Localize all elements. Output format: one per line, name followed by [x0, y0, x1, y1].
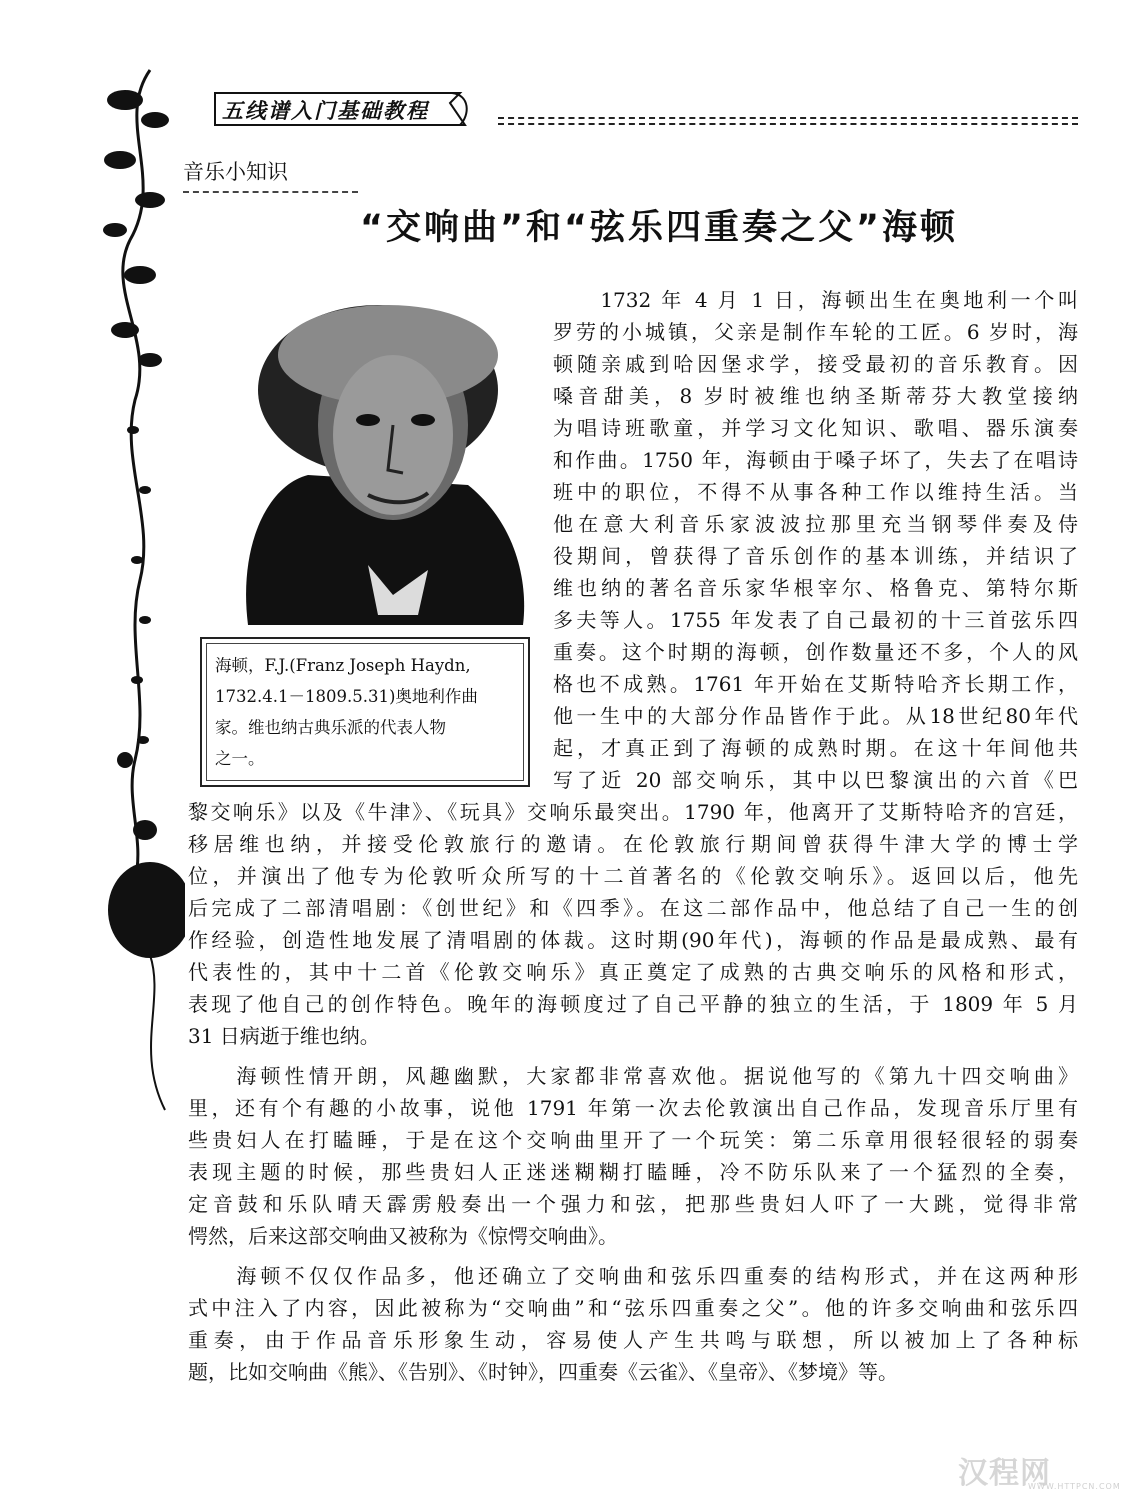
body-line: 海顿性情开朗，风趣幽默，大家都非常喜欢他。据说他写的《第九十四交响曲》	[188, 1064, 1078, 1088]
caption-line: 海顿，F.J.(Franz Joseph Haydn,	[215, 656, 471, 675]
body-line: 式中注入了内容，因此被称为“交响曲”和“弦乐四重奏之父”。他的许多交响曲和弦乐四	[188, 1296, 1078, 1320]
portrait-caption	[200, 637, 530, 787]
body-line: 重奏，由于作品音乐形象生动，容易使人产生共鸣与联想，所以被加上了各种标	[188, 1328, 1078, 1352]
haydn-portrait	[228, 295, 533, 630]
body-line: 海顿不仅仅作品多，他还确立了交响曲和弦乐四重奏的结构形式，并在这两种形	[188, 1264, 1078, 1288]
banner-title: 五线谱入门基础教程	[222, 99, 429, 123]
body-line: 1732 年 4 月 1 日，海顿出生在奥地利一个叫	[553, 288, 1078, 312]
body-line: 黎交响乐》以及《牛津》、《玩具》交响乐最突出。1790 年，他离开了艾斯特哈齐的宫廷，	[188, 800, 1078, 824]
body-line: 他一生中的大部分作品皆作于此。从18世纪80年代	[553, 704, 1078, 728]
body-line: 写了近 20 部交响乐，其中以巴黎演出的六首《巴	[553, 768, 1078, 792]
body-line: 起，才真正到了海顿的成熟时期。在这十年间他共	[553, 736, 1078, 760]
section-divider	[183, 191, 358, 193]
decorative-vine	[95, 60, 185, 1120]
body-line: 作经验，创造性地发展了清唱剧的体裁。这时期(90年代)，海顿的作品是最成熟、最有	[188, 928, 1078, 952]
body-line: 维也纳的著名音乐家华根宰尔、格鲁克、第特尔斯	[553, 576, 1078, 600]
body-line: 嗓音甜美，8 岁时被维也纳圣斯蒂芬大教堂接纳	[553, 384, 1078, 408]
body-line: 位，并演出了他专为伦敦听众所写的十二首著名的《伦敦交响乐》。返回以后，他先	[188, 864, 1078, 888]
header-banner	[160, 85, 470, 131]
body-line: 移居维也纳，并接受伦敦旅行的邀请。在伦敦旅行期间曾获得牛津大学的博士学	[188, 832, 1078, 856]
body-line: 重奏。这个时期的海顿，创作数量还不多，个人的风	[553, 640, 1078, 664]
body-line: 罗劳的小城镇，父亲是制作车轮的工匠。6 岁时，海	[553, 320, 1078, 344]
body-line: 里，还有个有趣的小故事，说他 1791 年第一次去伦敦演出自己作品，发现音乐厅里有	[188, 1096, 1078, 1120]
body-line: 31 日病逝于维也纳。	[188, 1024, 380, 1048]
body-line: 他在意大利音乐家波波拉那里充当钢琴伴奏及侍	[553, 512, 1078, 536]
body-line: 题，比如交响曲《熊》、《告别》、《时钟》，四重奏《云雀》、《皇帝》、《梦境》等。	[188, 1360, 898, 1384]
body-line: 些贵妇人在打瞌睡，于是在这个交响曲里开了一个玩笑：第二乐章用很轻很轻的弱奏	[188, 1128, 1078, 1152]
body-line: 和作曲。1750 年，海顿由于嗓子坏了，失去了在唱诗	[553, 448, 1078, 472]
body-line: 班中的职位，不得不从事各种工作以维持生活。当	[553, 480, 1078, 504]
body-line: 表现主题的时候，那些贵妇人正迷迷糊糊打瞌睡，冷不防乐队来了一个猛烈的全奏，	[188, 1160, 1078, 1184]
watermark-logo: 汉程网	[958, 1456, 1051, 1491]
watermark-url: WWW.HTTPCN.COM	[1028, 1482, 1121, 1491]
body-line: 后完成了二部清唱剧：《创世纪》和《四季》。在这二部作品中，他总结了自己一生的创	[188, 896, 1078, 920]
body-line: 定音鼓和乐队晴天霹雳般奏出一个强力和弦，把那些贵妇人吓了一大跳，觉得非常	[188, 1192, 1078, 1216]
page-title: “交响曲”和“弦乐四重奏之父”海顿	[360, 208, 959, 248]
body-line: 为唱诗班歌童，并学习文化知识、歌唱、器乐演奏	[553, 416, 1078, 440]
body-line: 役期间，曾获得了音乐创作的基本训练，并结识了	[553, 544, 1078, 568]
section-label: 音乐小知识	[183, 160, 288, 184]
body-line: 代表性的，其中十二首《伦敦交响乐》真正奠定了成熟的古典交响乐的风格和形式，	[188, 960, 1078, 984]
caption-line: 之一。	[215, 749, 265, 768]
body-line: 顿随亲戚到哈因堡求学，接受最初的音乐教育。因	[553, 352, 1078, 376]
body-line: 多夫等人。1755 年发表了自己最初的十三首弦乐四	[553, 608, 1078, 632]
body-line: 愕然，后来这部交响曲又被称为《惊愕交响曲》。	[188, 1224, 618, 1248]
header-divider	[498, 117, 1078, 125]
caption-line: 家。维也纳古典乐派的代表人物	[215, 718, 446, 737]
caption-line: 1732.4.1－1809.5.31)奥地利作曲	[215, 687, 478, 706]
body-line: 表现了他自己的创作特色。晚年的海顿度过了自己平静的独立的生活，于 1809 年 5 月	[188, 992, 1078, 1016]
body-line: 格也不成熟。1761 年开始在艾斯特哈齐长期工作，	[553, 672, 1078, 696]
